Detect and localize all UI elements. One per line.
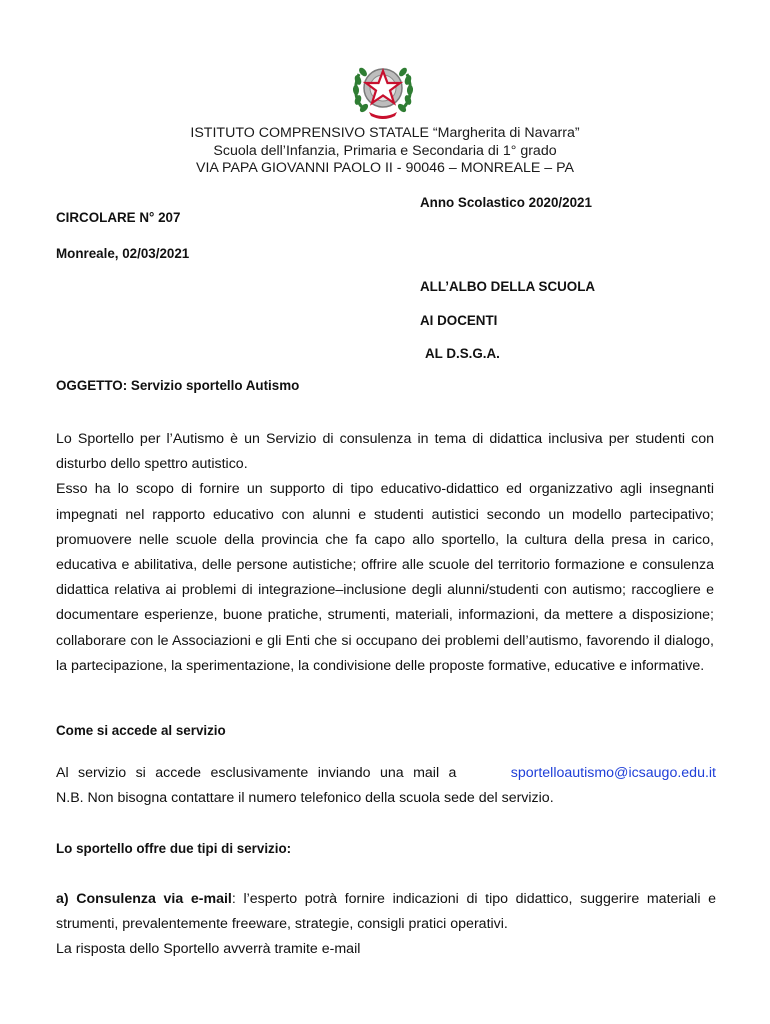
header-line-1: ISTITUTO COMPRENSIVO STATALE “Margherita di Navarra” [190,125,580,141]
header-line-3: VIA PAPA GIOVANNI PAOLO II - 90046 – MONREALE – PA [196,160,574,176]
republic-emblem-icon [351,58,415,122]
services-heading: Lo sportello offre due tipi di servizio: [56,841,292,856]
subject-line [56,378,299,393]
recipient-docenti: AI DOCENTI [420,313,498,328]
ribbon [369,112,397,119]
recipient-albo: ALL’ALBO DELLA SCUOLA [420,279,596,294]
school-year: Anno Scolastico 2020/2021 [420,195,592,210]
access-heading: Come si accede al servizio [56,723,226,738]
access-line [56,765,716,781]
service-a-label: a) Consulenza via e-mail [56,891,232,907]
access-note: N.B. Non bisogna contattare il numero telefonico della scuola sede del servizio. [56,790,554,806]
paragraph-purpose: Esso ha lo scopo di fornire un supporto di tipo educativo-didattico ed organizzativo agli insegnanti impegnati nel rapporto educativo con alunni e studenti autistici secondo un modello partecipativo; promuovere nelle scuole della provincia che fa capo allo sportello, la cultura della presa in carico, educativa e abilitativa, delle persone autistiche; offrire alle scuole del territorio formazione e consulenza didattica relativa ai problemi di integrazione–inclusione degli alunni/studenti con autismo; raccogliere e documentare esperienze, buone pratiche, strumenti, materiali, informazioni, da mettere a disposizione; collaborare con le Associazioni e gli Enti che si occupano dei problemi dell’autismo, favorendo il dialogo, la partecipazione, la sperimentazione, la condivisione delle proposte formative, educative e informative. [56,481,714,674]
header-line-2: Scuola dell’Infanzia, Primaria e Secondaria di 1° grado [213,142,557,159]
body-paragraphs [56,427,714,679]
service-a-paragraph [56,887,716,937]
school-header [0,125,770,178]
service-a-reply: La risposta dello Sportello avverrà tramite e-mail [56,941,361,958]
paragraph-intro: Lo Sportello per l’Autismo è un Servizio di consulenza in tema di didattica inclusiva per studenti con disturbo dello spettro autistico. [56,431,714,473]
service-a [56,887,716,963]
service-a-text: : l’esperto potrà fornire indicazioni di tipo didattico, suggerire materiali e strumenti, prevalentemente freeware, strategie, consigli pratici operativi. [56,891,716,933]
access-text: Al servizio si accede esclusivamente inviando una mail a [56,765,457,781]
email-link[interactable]: sportelloautismo@icsaugo.edu.it [510,765,716,781]
place-date: Monreale, 02/03/2021 [56,246,190,261]
recipient-dsga: AL D.S.G.A. [425,346,500,361]
subject-label: OGGETTO: [56,378,128,393]
circular-number: CIRCOLARE N° 207 [56,210,181,225]
subject-text: Servizio sportello Autismo [130,378,300,393]
